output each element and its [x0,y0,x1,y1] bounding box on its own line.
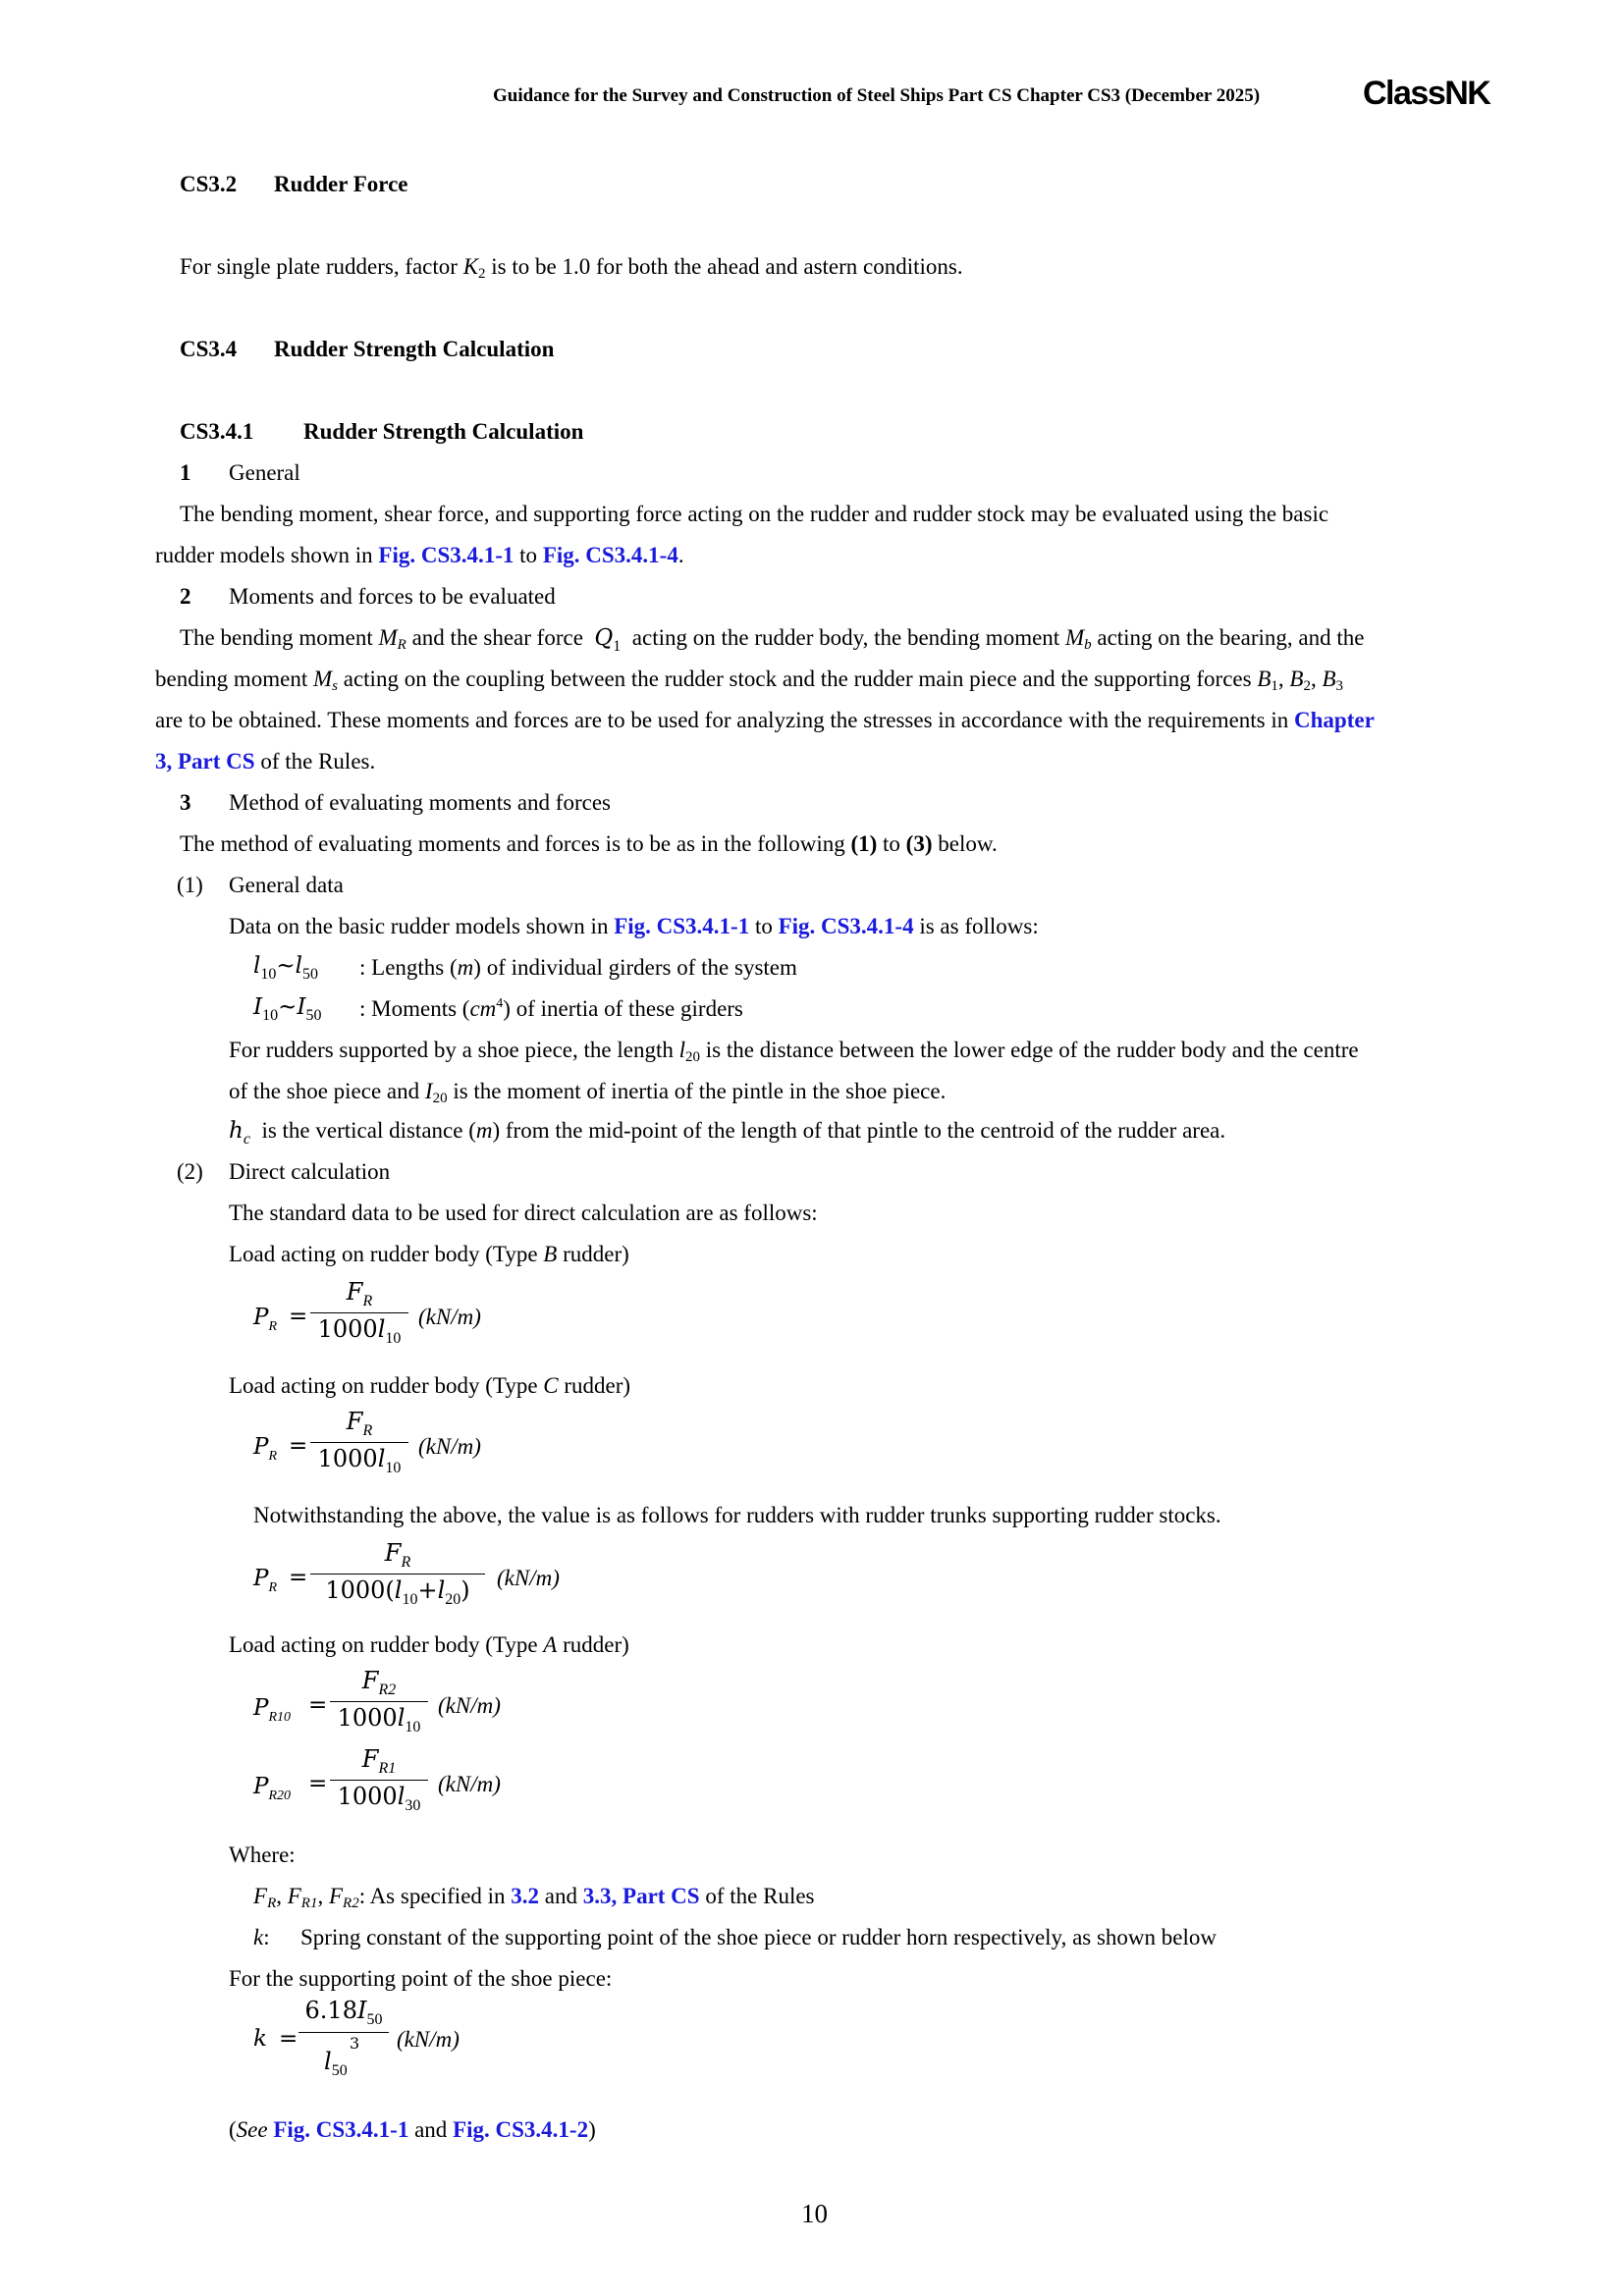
formula-caption: Load acting on rudder body (Type A rudder) [229,1632,629,1657]
definition-line: k: [253,1925,270,1949]
formula-type-b: $P_R$ = $F_R$ $1000l_{10}$ (kN/m) [253,1278,481,1347]
running-header: Guidance for the Survey and Construction of Steel Ships Part CS Chapter CS3 (December 2025) [493,85,1261,106]
formula-type-c: $P_R$ = $F_R$ $1000l_{10}$ (kN/m) [253,1408,481,1476]
definition-text: : Moments $(cm^4)$ of inertia of these girders [359,996,743,1021]
link-3-2[interactable]: 3.2 [511,1884,540,1908]
paragraph-line: of the shoe piece and $I_{20}$ is the moment of inertia of the pintle in the shoe piece. [229,1079,947,1106]
link-fig-cs3-4-1-1[interactable]: Fig. CS3.4.1-1 [378,543,514,567]
paragraph-line: The method of evaluating moments and forces is to be as in the following (1) to (3) below. [180,831,998,856]
where-label: Where: [229,1842,296,1867]
paragraph: For single plate rudders, factor $K_2$ is to be 1.0 for both the ahead and astern conditions. [180,254,963,282]
item-number: (2) [177,1159,203,1184]
paragraph-title: General [229,460,300,485]
paragraph-title: Moments and forces to be evaluated [229,584,556,609]
section-number: CS3.4 [180,337,238,361]
formula-pr20: $P_{R20}$ = $F_{R1}$ $1000l_{30}$ (kN/m) [253,1745,501,1814]
paragraph-number: 2 [180,584,191,609]
definition-text: Spring constant of the supporting point of the shoe piece or rudder horn respectively, as shown below [300,1925,1217,1949]
classnk-logo: ClassNK [1363,75,1490,112]
link-fig-cs3-4-1-1[interactable]: Fig. CS3.4.1-1 [273,2117,409,2142]
paragraph-line: Notwithstanding the above, the value is as follows for rudders with rudder trunks supporting rudder stocks. [253,1503,1221,1527]
paragraph-line: 3, Part CS of the Rules. [155,749,376,774]
subsection-number: CS3.4.1 [180,419,254,444]
paragraph-line: The bending moment, shear force, and supporting force acting on the rudder and rudder stock may be evaluated using the basic [180,502,1329,526]
paragraph-line: For the supporting point of the shoe piece: [229,1966,613,1991]
paragraph-line: bending moment $M_s$ acting on the coupling between the rudder stock and the rudder main piece and the supporting forces $B_1$, $B_2$, $B_3$ [155,667,1343,694]
paragraph-title: Method of evaluating moments and forces [229,790,611,815]
paragraph-line: The bending moment $M_R$ and the shear force $Q_1$ acting on the rudder body, the bending moment $M_b$ acting on the bearing, and the [180,625,1365,655]
section-title: Rudder Force [274,172,408,196]
see-reference: (See Fig. CS3.4.1-1 and Fig. CS3.4.1-2) [229,2117,596,2142]
link-fig-cs3-4-1-1[interactable]: Fig. CS3.4.1-1 [614,914,750,938]
paragraph-line: rudder models shown in Fig. CS3.4.1-1 to Fig. CS3.4.1-4. [155,543,684,567]
item-number: (1) [177,873,203,897]
link-fig-cs3-4-1-2[interactable]: Fig. CS3.4.1-2 [453,2117,589,2142]
formula-spring-constant: k = $6.18I_{50}$ 3 $l_{50}$ (kN/m) [253,1997,460,2079]
paragraph-line: are to be obtained. These moments and forces are to be used for analyzing the stresses in accordance with the requirements in Chapter [155,708,1375,732]
definition-text: : Lengths (m) of individual girders of the system [359,955,797,980]
paragraph-line: Data on the basic rudder models shown in Fig. CS3.4.1-1 to Fig. CS3.4.1-4 is as follows: [229,914,1039,938]
definition-symbol: $l_{10}\sim l_{50}$ [253,953,318,983]
link-3-3-part-cs[interactable]: 3.3, Part CS [582,1884,700,1908]
formula-caption: Load acting on rudder body (Type B rudder) [229,1242,629,1266]
formula-pr10: $P_{R10}$ = $F_{R2}$ $1000l_{10}$ (kN/m) [253,1667,501,1735]
section-title: Rudder Strength Calculation [274,337,555,361]
link-fig-cs3-4-1-4[interactable]: Fig. CS3.4.1-4 [778,914,914,938]
definition-symbol: $I_{10}\sim I_{50}$ [253,994,322,1024]
paragraph-number: 1 [180,460,191,485]
subsection-title: Rudder Strength Calculation [303,419,584,444]
section-number: CS3.2 [180,172,238,196]
definition-line: $F_R$, $F_{R1}$, $F_{R2}$: As specified in 3.2 and 3.3, Part CS of the Rules [253,1884,815,1911]
link-chapter-3[interactable]: Chapter [1294,708,1375,732]
paragraph-line: For rudders supported by a shoe piece, the length $l_{20}$ is the distance between the lower edge of the rudder body and the centre [229,1038,1359,1065]
link-fig-cs3-4-1-4[interactable]: Fig. CS3.4.1-4 [542,543,678,567]
paragraph-number: 3 [180,790,191,815]
paragraph-line: $h_c$ is the vertical distance (m) from the mid-point of the length of that pintle to the centroid of the rudder area. [229,1118,1226,1148]
item-title: General data [229,873,344,897]
paragraph-line: The standard data to be used for direct calculation are as follows: [229,1201,818,1225]
link-part-cs[interactable]: 3, Part CS [155,749,255,774]
page-number: 10 [801,2199,828,2228]
formula-caption: Load acting on rudder body (Type C rudder) [229,1373,631,1398]
formula-rudder-trunk: $P_R$ = $F_R$ $1000(l_{10}+l_{20})$ (kN/m) [253,1539,560,1608]
item-title: Direct calculation [229,1159,391,1184]
